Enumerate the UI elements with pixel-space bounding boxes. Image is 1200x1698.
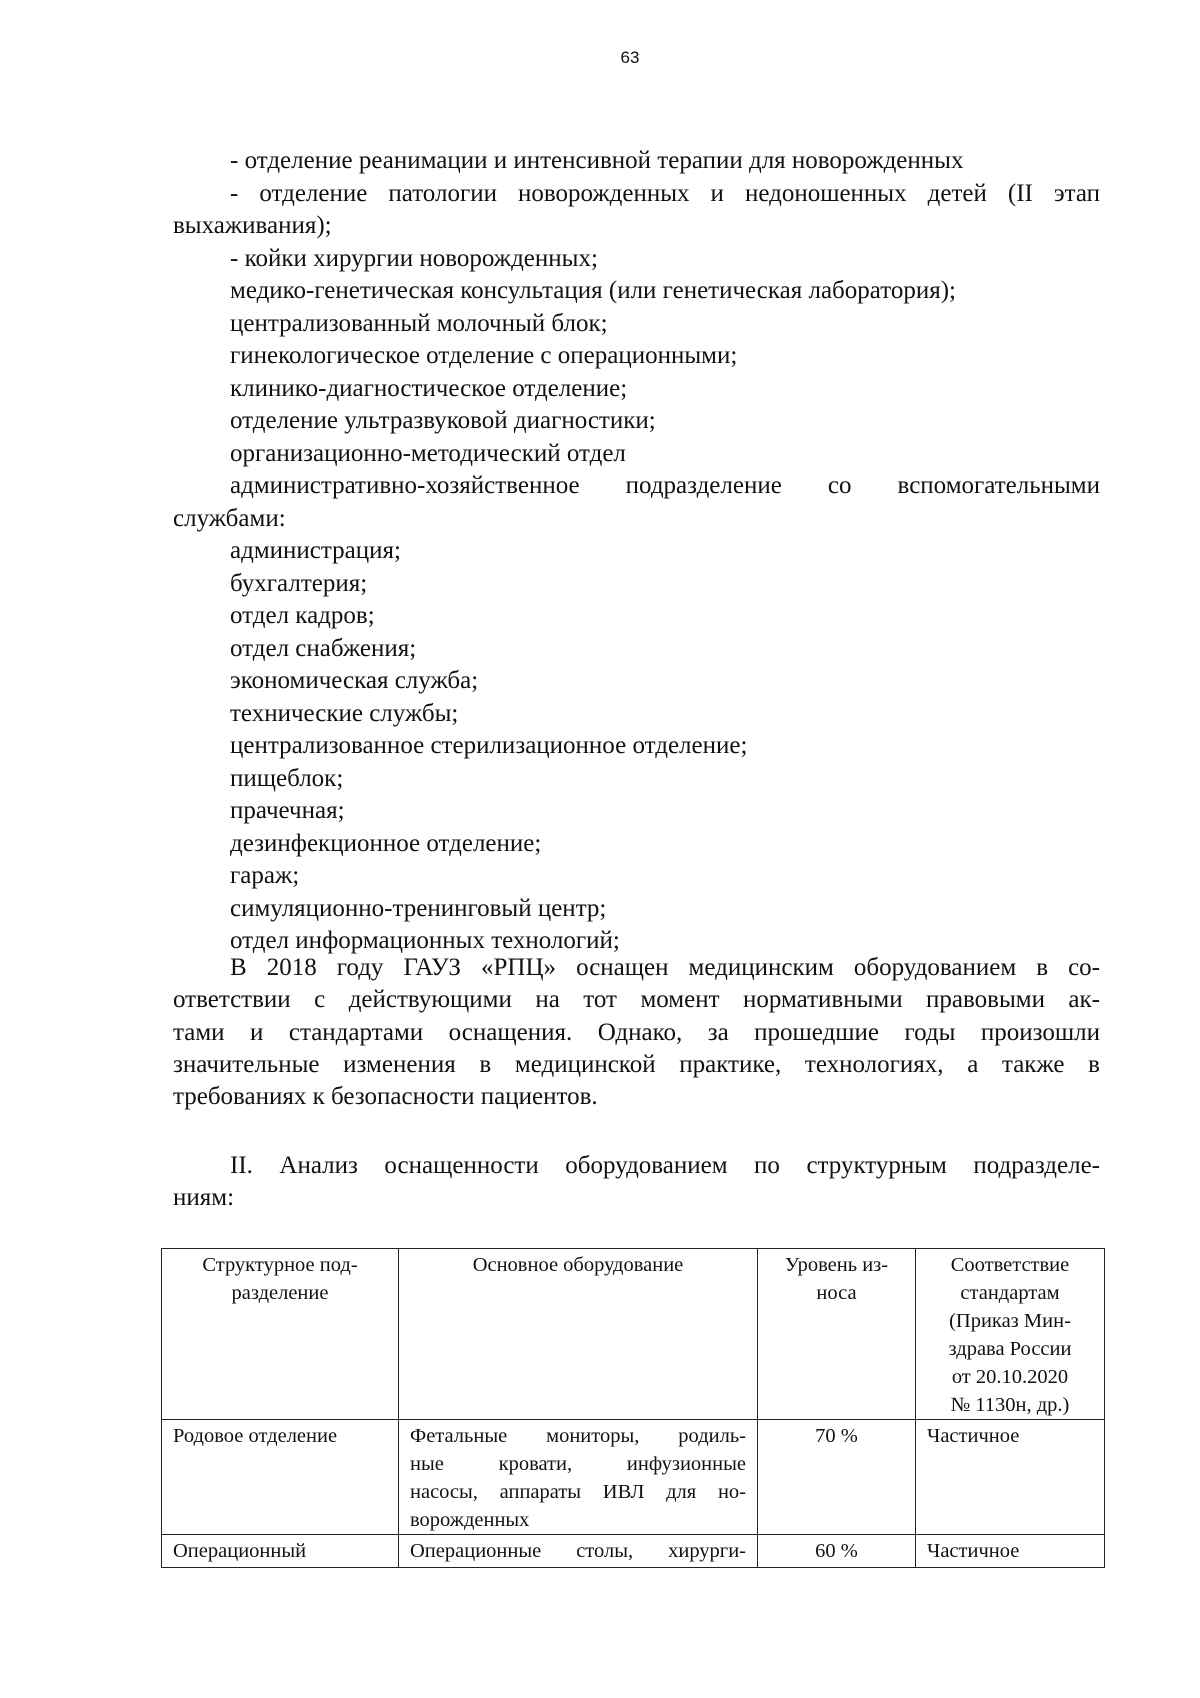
cell-unit: Родовое отделение xyxy=(162,1420,399,1535)
list-item: симуляционно-тренинговый центр; xyxy=(230,894,607,922)
page-number: 63 xyxy=(620,48,640,67)
equipment-table xyxy=(161,1248,1105,1568)
cell-equipment: Фетальные мониторы, родиль- ные кровати, инфузионные насосы, аппараты ИВЛ для но- ворожденных xyxy=(399,1420,758,1535)
table-header-row xyxy=(162,1249,1105,1420)
paragraph-line: ответствии с действующими на тот момент нормативными правовыми ак- xyxy=(173,986,1100,1014)
header-wear: Уровень из- носа xyxy=(758,1249,916,1420)
list-item: пищеблок; xyxy=(230,764,344,792)
cell-compliance: Частичное xyxy=(916,1420,1105,1535)
header-unit: Структурное под- разделение xyxy=(162,1249,399,1420)
list-item: технические службы; xyxy=(230,699,459,727)
list-item: экономическая служба; xyxy=(230,667,479,694)
list-item: отдел кадров; xyxy=(230,602,375,629)
list-item: гинекологическое отделение с операционными; xyxy=(230,342,738,369)
cell-wear: 60 % xyxy=(758,1535,916,1568)
cell-unit: Операционный xyxy=(162,1535,399,1568)
paragraph-line: значительные изменения в медицинской практике, технологиях, а также в xyxy=(173,1050,1100,1078)
list-item: отделение ультразвуковой диагностики; xyxy=(230,407,656,434)
cell-compliance: Частичное xyxy=(916,1535,1105,1568)
list-item: централизованный молочный блок; xyxy=(230,309,608,337)
table-row xyxy=(162,1420,1105,1535)
header-compliance: Соответствие стандартам (Приказ Мин- здрава России от 20.10.2020 № 1130н, др.) xyxy=(916,1249,1105,1420)
list-item: прачечная; xyxy=(230,797,345,824)
list-item: службами: xyxy=(173,504,286,532)
paragraph-line: В 2018 году ГАУЗ «РПЦ» оснащен медицинским оборудованием в со- xyxy=(230,954,1100,981)
list-item: гараж; xyxy=(230,862,300,889)
list-item: отдел снабжения; xyxy=(230,634,417,662)
section-heading xyxy=(173,1150,1100,1215)
cell-wear: 70 % xyxy=(758,1420,916,1535)
list-item: медико-генетическая консультация (или генетическая лаборатория); xyxy=(230,277,956,304)
paragraph-line: тами и стандартами оснащения. Однако, за прошедшие годы произошли xyxy=(173,1018,1100,1046)
list-item: бухгалтерия; xyxy=(230,569,368,597)
departments-list xyxy=(173,145,1100,958)
section-heading-line: ниям: xyxy=(173,1184,235,1212)
list-item: централизованное стерилизационное отделение; xyxy=(230,732,748,759)
paragraph-line: требованиях к безопасности пациентов. xyxy=(173,1083,598,1111)
list-item: выхаживания); xyxy=(173,212,332,239)
list-item: административно-хозяйственное подразделение со вспомогательными xyxy=(230,472,1100,499)
list-item: администрация; xyxy=(230,537,401,564)
list-item: - койки хирургии новорожденных; xyxy=(230,244,598,272)
equipment-paragraph xyxy=(173,952,1100,1113)
list-item: клинико-диагностическое отделение; xyxy=(230,374,628,402)
list-item: - отделение патологии новорожденных и недоношенных детей (II этап xyxy=(230,179,1100,207)
section-heading-line: II. Анализ оснащенности оборудованием по структурным подразделе- xyxy=(230,1152,1100,1179)
list-item: организационно-методический отдел xyxy=(230,439,626,467)
header-equipment: Основное оборудование xyxy=(399,1249,758,1420)
cell-equipment: Операционные столы, хирурги- xyxy=(399,1535,758,1568)
list-item: отдел информационных технологий; xyxy=(230,927,620,954)
table-row xyxy=(162,1535,1105,1568)
list-item: дезинфекционное отделение; xyxy=(230,829,542,857)
list-item: - отделение реанимации и интенсивной терапии для новорожденных xyxy=(230,147,964,174)
